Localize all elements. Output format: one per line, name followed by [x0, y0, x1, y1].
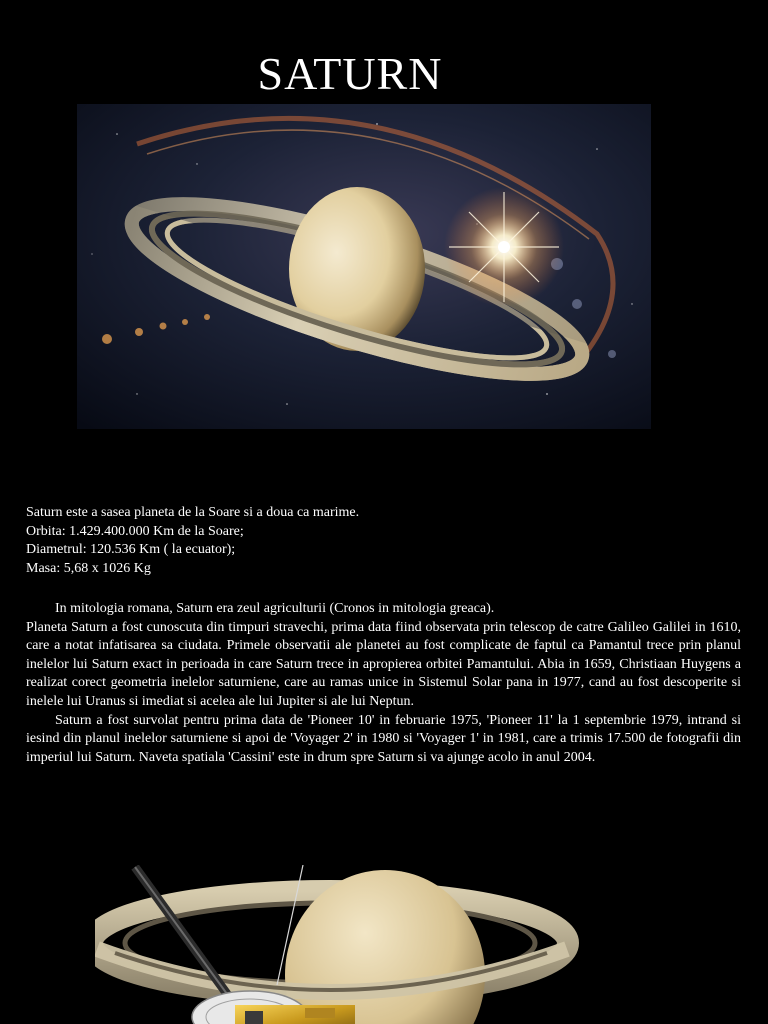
fact-mass: Masa: 5,68 x 1026 Kg	[26, 560, 151, 576]
saturn-image	[77, 104, 651, 429]
history-text	[26, 600, 741, 767]
fact-intro: Saturn este a sasea planeta de la Soare si a doua ca marime.	[26, 505, 360, 520]
missions-paragraph: Saturn a fost survolat pentru prima data de 'Pioneer 10' in februarie 1975, 'Pioneer 11' la 1 septembrie 1979, intrand si iesind din planul inelelor saturniene si apoi de 'Voyager 2' in 1980 si 'Voyager 1' in 1981, care a trimis 17.500 de fotografii din imperiul lui Saturn. Naveta spatiala 'Cassini' este in drum spre Saturn si va ajunge acolo in anul 2004.	[26, 712, 741, 765]
mythology-paragraph: In mitologia romana, Saturn era zeul agriculturii (Cronos in mitologia greaca).	[55, 601, 495, 616]
cassini-image	[95, 865, 585, 1024]
fact-diameter: Diametrul: 120.536 Km ( la ecuator);	[26, 542, 236, 558]
observation-paragraph: Planeta Saturn a fost cunoscuta din timpuri stravechi, prima data fiind observata prin telescop de catre Galileo Galilei in 1610, care a notat infatisarea sa ciudata. Primele observatii ale planetei au fost complicate de faptul ca Pamantul trece prin planul inelelor lui Saturn exact in perioada in care Saturn trece in apropierea orbitei Pamantului. Abia in 1659, Christiaan Huygens a realizat corect geometria inelelor saturniene, care au ramas unice in Sistemul Solar pana in 1977, cand au fost descoperite si inelele lui Uranus si imediat si acelea ale lui Jupiter si ale lui Neptun.	[26, 619, 741, 709]
page-title: SATURN	[257, 48, 443, 99]
fact-orbit: Orbita: 1.429.400.000 Km de la Soare;	[26, 523, 244, 539]
planet-facts	[26, 504, 741, 578]
